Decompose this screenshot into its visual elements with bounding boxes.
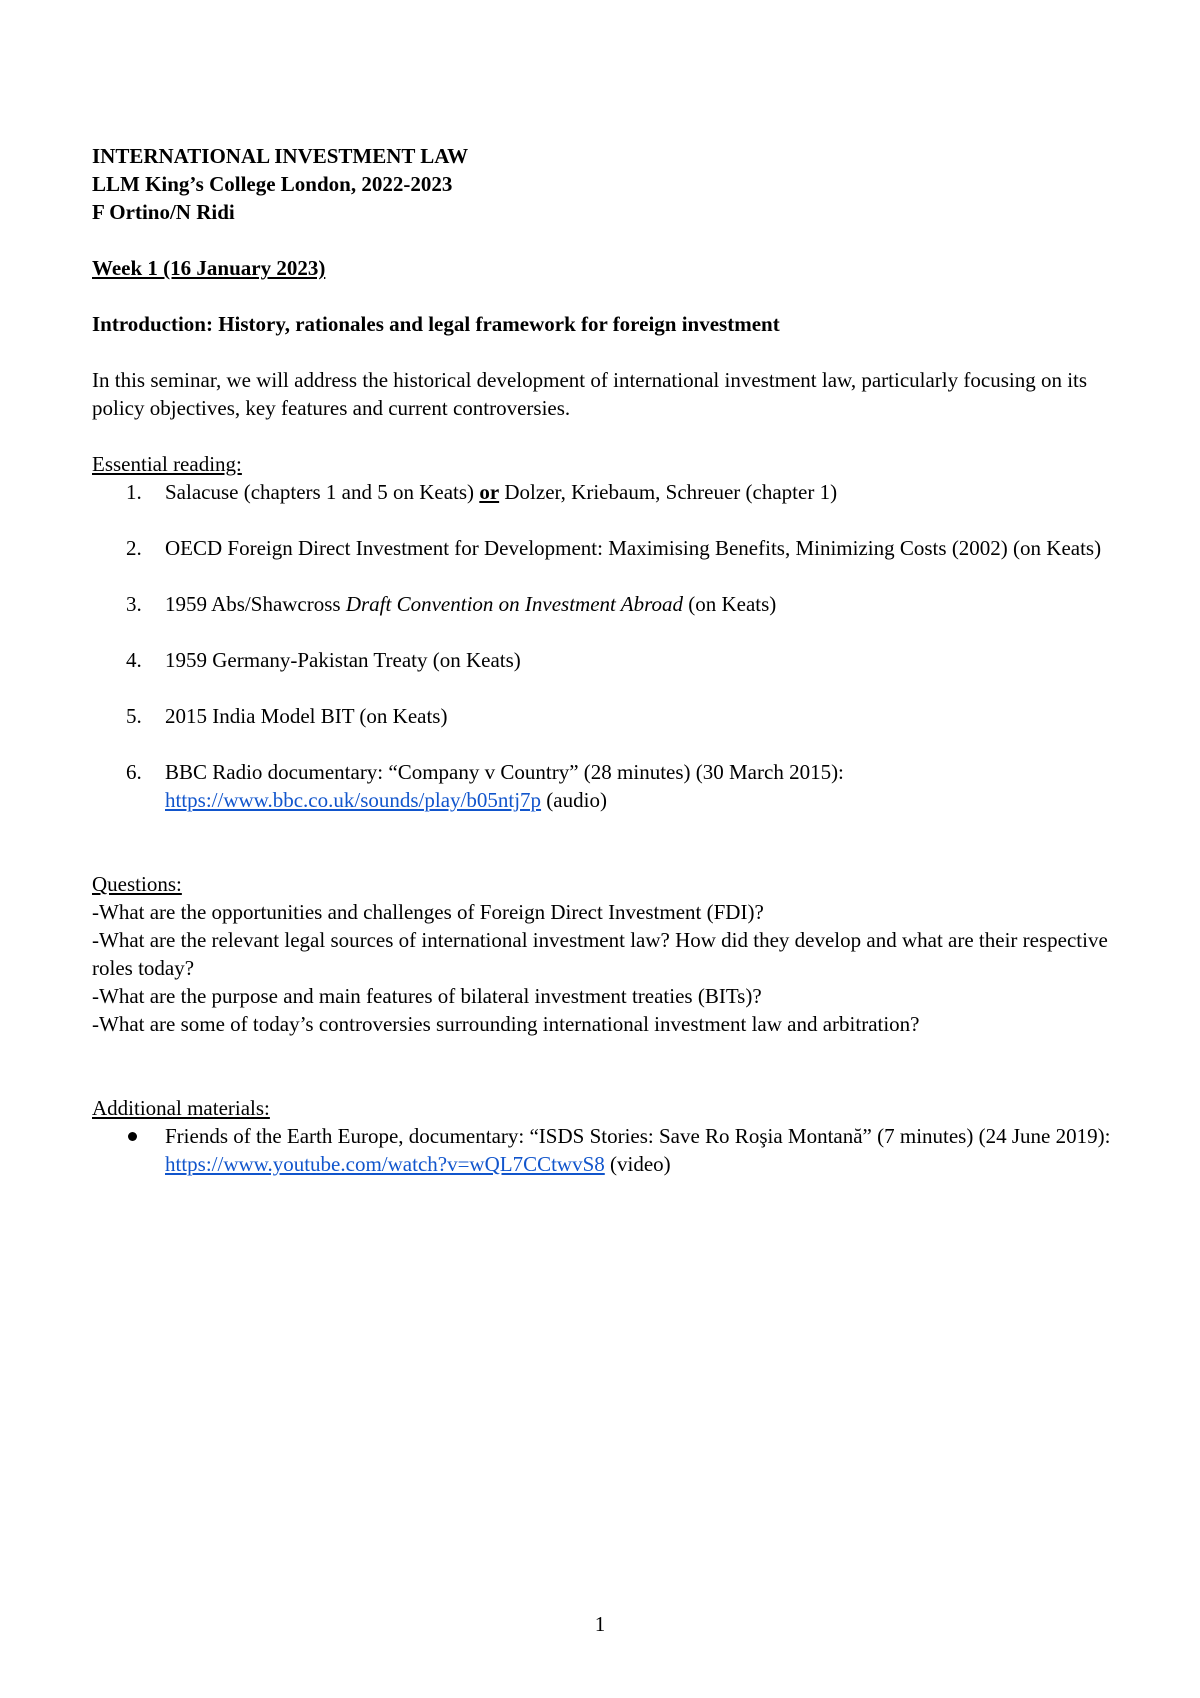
additional-materials-heading: Additional materials: <box>92 1096 270 1120</box>
question-line: -What are the purpose and main features of bilateral investment treaties (BITs)? <box>92 984 762 1008</box>
programme-line: LLM King’s College London, 2022-2023 <box>92 172 453 196</box>
list-number: 3. <box>126 592 142 616</box>
essential-reading-list <box>92 478 1122 814</box>
reading-text: OECD Foreign Direct Investment for Development: Maximising Benefits, Minimizing Costs (2002) (on Keats) <box>165 536 1102 560</box>
page-number: 1 <box>594 1612 606 1636</box>
list-number: 4. <box>126 648 142 672</box>
list-number: 6. <box>126 760 142 784</box>
reading-text: 1959 Germany-Pakistan Treaty (on Keats) <box>165 648 521 672</box>
list-item <box>92 646 1122 674</box>
youtube-video-link[interactable]: https://www.youtube.com/watch?v=wQL7CCtwvS8 <box>165 1152 605 1176</box>
reading-text: Salacuse (chapters 1 and 5 on Keats) <box>165 480 480 504</box>
list-item <box>92 1122 1122 1178</box>
questions-heading: Questions: <box>92 872 182 896</box>
bullet-icon <box>128 1132 137 1141</box>
material-text: Friends of the Earth Europe, documentary: “ISDS Stories: Save Ro Roşia Montană” (7 minutes) (24 June 2019): <box>165 1124 1111 1148</box>
or-emphasis: or <box>479 480 500 504</box>
list-item <box>92 590 1122 618</box>
list-item <box>92 534 1122 562</box>
lecturers-line: F Ortino/N Ridi <box>92 200 235 224</box>
reading-text: (on Keats) <box>682 592 777 616</box>
reading-text: 1959 Abs/Shawcross <box>165 592 346 616</box>
document-page <box>92 142 1122 1178</box>
material-text: (video) <box>604 1152 671 1176</box>
list-number: 5. <box>126 704 142 728</box>
reading-text: BBC Radio documentary: “Company v Country” (28 minutes) (30 March 2015): <box>165 760 844 784</box>
reading-text: (audio) <box>541 788 607 812</box>
reading-title-italic: Draft Convention on Investment Abroad <box>345 592 683 616</box>
question-line: -What are the opportunities and challenges of Foreign Direct Investment (FDI)? <box>92 900 764 924</box>
list-item <box>92 758 1122 814</box>
list-item <box>92 478 1122 506</box>
course-title: INTERNATIONAL INVESTMENT LAW <box>92 144 469 168</box>
question-line: -What are the relevant legal sources of international investment law? How did they develop and what are their respective roles today? <box>92 928 1108 980</box>
essential-reading-heading: Essential reading: <box>92 452 242 476</box>
additional-materials-list <box>92 1122 1122 1178</box>
question-line: -What are some of today’s controversies surrounding international investment law and arbitration? <box>92 1012 920 1036</box>
week-heading: Week 1 (16 January 2023) <box>92 256 326 280</box>
list-number: 1. <box>126 480 142 504</box>
intro-paragraph: In this seminar, we will address the historical development of international investment law, particularly focusing on its policy objectives, key features and current controversies. <box>92 368 1088 420</box>
reading-text: Dolzer, Kriebaum, Schreuer (chapter 1) <box>499 480 838 504</box>
list-number: 2. <box>126 536 142 560</box>
list-item <box>92 702 1122 730</box>
course-header <box>92 142 1122 226</box>
bbc-audio-link[interactable]: https://www.bbc.co.uk/sounds/play/b05ntj7p <box>165 788 542 812</box>
topic-heading: Introduction: History, rationales and legal framework for foreign investment <box>92 312 780 336</box>
reading-text: 2015 India Model BIT (on Keats) <box>165 704 448 728</box>
